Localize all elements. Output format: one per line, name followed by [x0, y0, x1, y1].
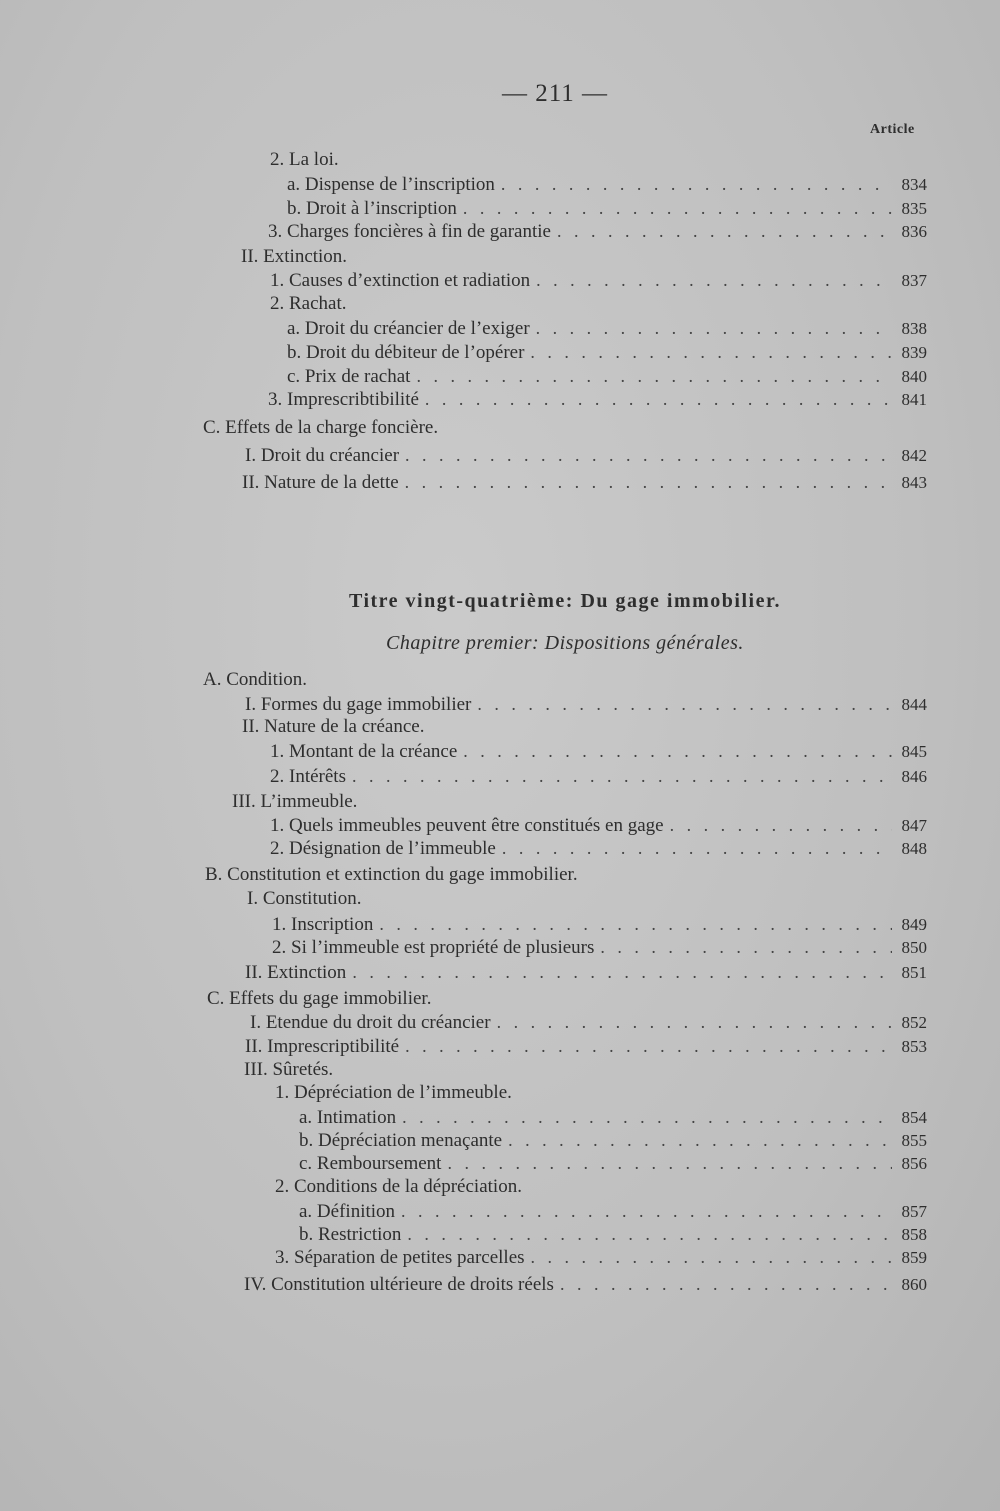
toc-entry-label: 1. Montant de la créance	[270, 741, 458, 762]
toc-entry-article: 839	[901, 343, 927, 362]
toc-entry-label: 3. Charges foncières à fin de garantie	[268, 221, 551, 242]
toc-entry-label: a. Droit du créancier de l’exiger	[287, 318, 530, 339]
chapter-heading: Chapitre premier: Dispositions générales.	[386, 632, 744, 654]
toc-entry-label: II. Nature de la créance.	[242, 716, 425, 737]
toc-entry-label: III. Sûretés.	[244, 1059, 334, 1080]
toc-entry	[245, 1034, 927, 1058]
toc-entry	[287, 196, 927, 220]
toc-entry-article: 841	[901, 390, 927, 409]
toc-entry	[270, 739, 927, 763]
toc-entry-article: 846	[901, 767, 927, 786]
toc-entry-label: 2. Rachat.	[270, 293, 347, 314]
toc-entry-article: 853	[901, 1037, 927, 1056]
toc-entry-article: 848	[901, 839, 927, 858]
article-column-header: Article	[870, 122, 915, 137]
toc-entry	[245, 443, 927, 467]
toc-entry-label: c. Remboursement	[299, 1153, 442, 1174]
toc-entry	[272, 935, 927, 959]
toc-entry-article: 843	[901, 473, 927, 492]
toc-entry-article: 851	[901, 963, 927, 982]
toc-entry-article: 852	[901, 1013, 927, 1032]
toc-entry-article: 834	[901, 175, 927, 194]
toc-entry-label: 2. Conditions de la dépréciation.	[275, 1176, 522, 1197]
toc-entry-label: 1. Dépréciation de l’immeuble.	[275, 1082, 512, 1103]
toc-entry-label: 2. La loi.	[270, 149, 339, 170]
toc-entry-article: 847	[901, 816, 927, 835]
toc-entry	[250, 1010, 927, 1034]
title-heading: Titre vingt-quatrième: Du gage immobilier.	[348, 590, 782, 612]
toc-entry-article: 836	[901, 222, 927, 241]
toc-entry-label: II. Extinction.	[241, 246, 348, 267]
toc-entry	[242, 470, 927, 494]
toc-entry-label: a. Intimation	[299, 1107, 397, 1128]
toc-entry-article: 835	[901, 199, 927, 218]
toc-entry-label: I. Droit du créancier	[245, 445, 400, 466]
toc-entry-label: C. Effets de la charge foncière.	[203, 417, 439, 438]
toc-entry-label: III. L’immeuble.	[232, 791, 358, 812]
toc-entry-label: 1. Quels immeubles peuvent être constitués en gage	[270, 815, 664, 836]
toc-entry	[268, 219, 927, 243]
toc-entry-label: 1. Inscription	[272, 914, 374, 935]
toc-entry-article: 860	[901, 1275, 927, 1294]
toc-entry	[287, 340, 927, 364]
toc-entry-label: 1. Causes d’extinction et radiation	[270, 270, 531, 291]
toc-entry-label: B. Constitution et extinction du gage immobilier.	[205, 864, 578, 885]
toc-entry-label: A. Condition.	[203, 669, 307, 690]
toc-entry-article: 850	[901, 938, 927, 957]
toc-entry-article: 858	[901, 1225, 927, 1244]
toc-entry	[270, 268, 927, 292]
toc-entry-article: 837	[901, 271, 927, 290]
toc-entry-article: 854	[901, 1108, 927, 1127]
toc-entry-label: a. Dispense de l’inscription	[287, 174, 495, 195]
toc-entry-label: I. Etendue du droit du créancier	[250, 1012, 491, 1033]
toc-entry	[299, 1105, 927, 1129]
toc-entry	[272, 912, 927, 936]
toc-entry-label: II. Extinction	[245, 962, 347, 983]
toc-entry	[268, 387, 927, 411]
toc-entry-label: b. Restriction	[299, 1224, 402, 1245]
toc-entry	[270, 813, 927, 837]
toc-entry	[244, 1272, 927, 1296]
toc-entry	[245, 960, 927, 984]
toc-entry	[299, 1151, 927, 1175]
toc-entry-label: 3. Séparation de petites parcelles	[275, 1247, 525, 1268]
toc-entry-label: 2. Désignation de l’immeuble	[270, 838, 496, 859]
toc-entry	[287, 316, 927, 340]
toc-entry-article: 859	[901, 1248, 927, 1267]
toc-entry-article: 842	[901, 446, 927, 465]
toc-entry-label: I. Constitution.	[247, 888, 362, 909]
toc-entry-label: II. Imprescriptibilité	[245, 1036, 400, 1057]
toc-entry-label: 2. Si l’immeuble est propriété de plusieurs	[272, 937, 595, 958]
toc-entry-label: IV. Constitution ultérieure de droits réels	[244, 1274, 554, 1295]
toc-entry	[275, 1245, 927, 1269]
toc-entry-article: 855	[901, 1131, 927, 1150]
toc-entry	[299, 1128, 927, 1152]
toc-entry-label: C. Effets du gage immobilier.	[207, 988, 432, 1009]
toc-entry	[270, 764, 927, 788]
page-number: — 211 —	[501, 80, 609, 107]
toc-entry-article: 849	[901, 915, 927, 934]
toc-entry-article: 844	[901, 695, 927, 714]
toc-entry	[287, 364, 927, 388]
toc-entry-article: 845	[901, 742, 927, 761]
toc-entry-label: c. Prix de rachat	[287, 366, 411, 387]
toc-entry-article: 840	[901, 367, 927, 386]
toc-entry	[299, 1199, 927, 1223]
toc-entry-label: a. Définition	[299, 1201, 396, 1222]
toc-entry	[287, 172, 927, 196]
toc-entry	[245, 692, 927, 716]
toc-entry-article: 856	[901, 1154, 927, 1173]
toc-entry-label: b. Droit à l’inscription	[287, 198, 457, 219]
toc-entry-label: 2. Intérêts	[270, 766, 346, 787]
toc-entry-label: b. Dépréciation menaçante	[299, 1130, 503, 1151]
toc-entry-label: b. Droit du débiteur de l’opérer	[287, 342, 525, 363]
toc-entry	[299, 1222, 927, 1246]
toc-entry-label: II. Nature de la dette	[242, 472, 399, 493]
toc-entry-article: 857	[901, 1202, 927, 1221]
toc-entry-label: 3. Imprescribtibilité	[268, 389, 419, 410]
toc-entry	[270, 836, 927, 860]
toc-entry-article: 838	[901, 319, 927, 338]
toc-entry-label: I. Formes du gage immobilier	[245, 694, 472, 715]
